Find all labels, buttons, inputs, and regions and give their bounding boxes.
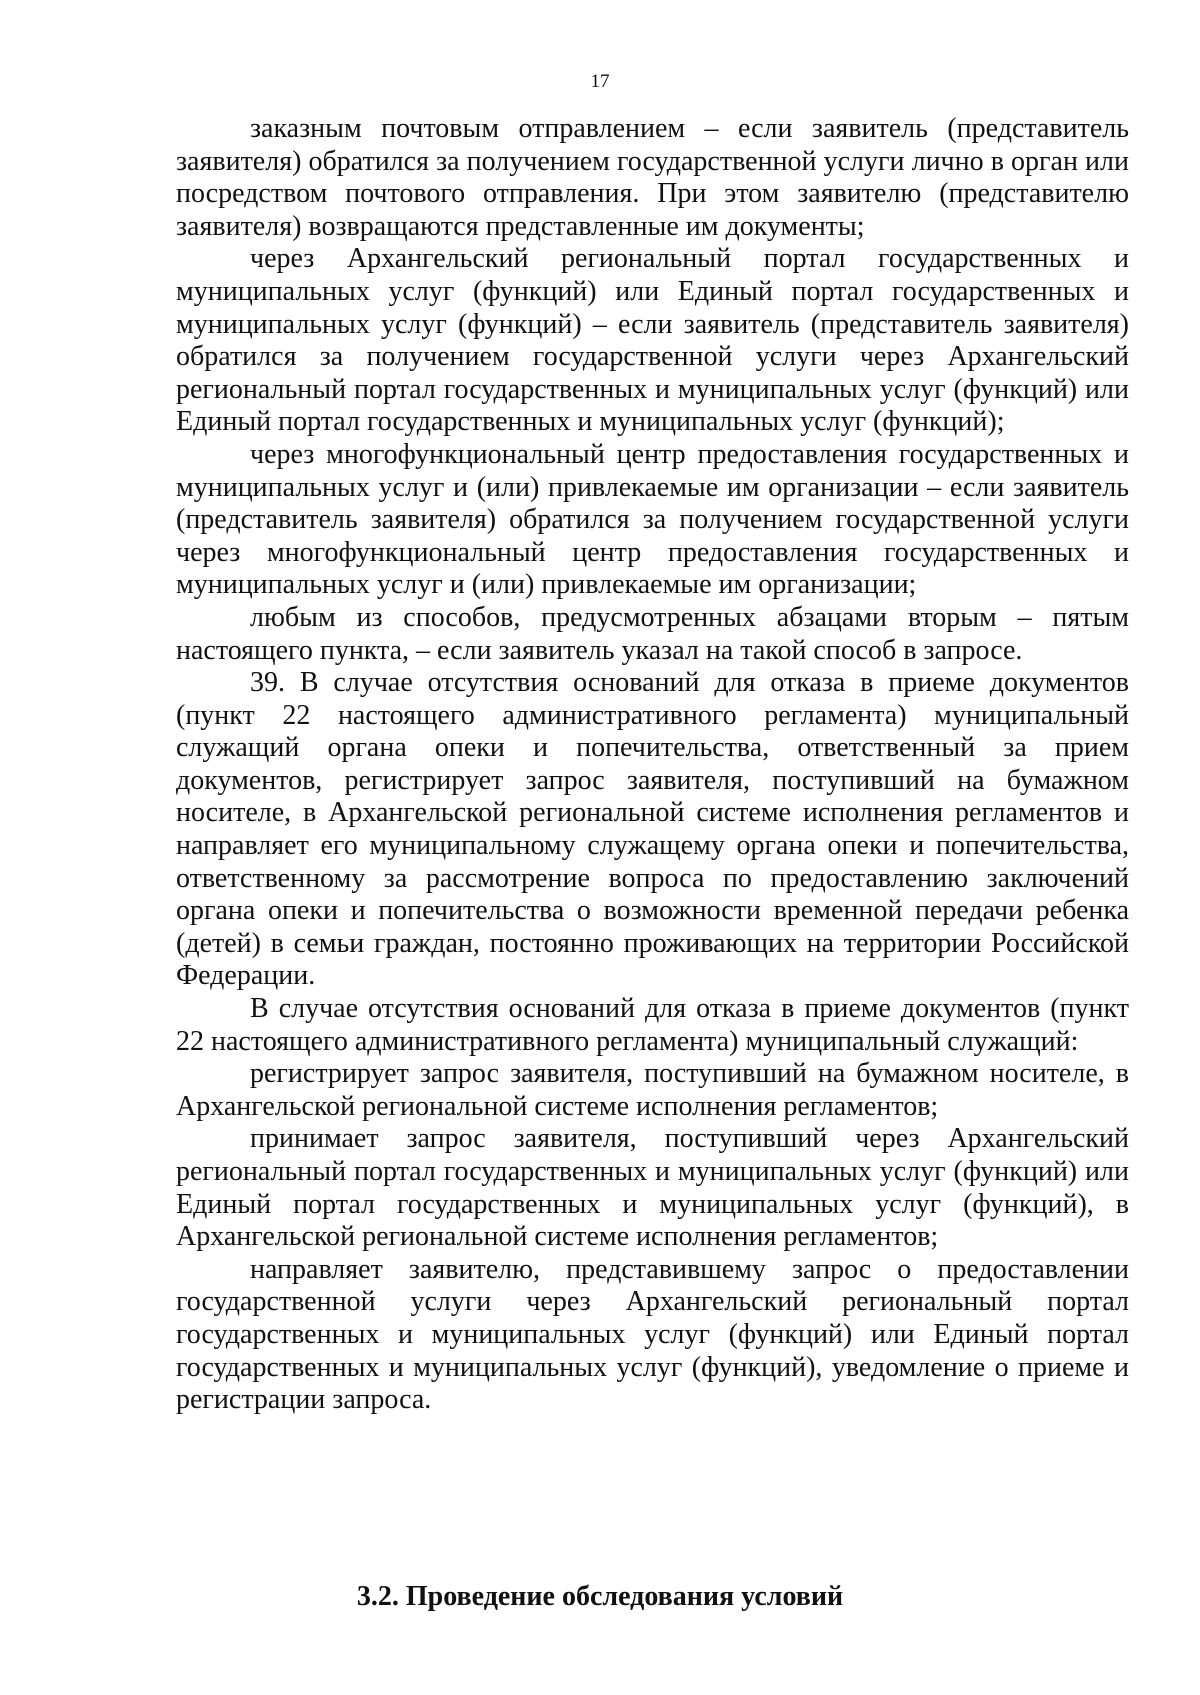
paragraph-any-method: любым из способов, предусмотренных абзацами вторым – пятым настоящего пункта, – если заявитель указал на такой способ в запросе.	[176, 601, 1129, 666]
paragraph-no-refusal-grounds: В случае отсутствия оснований для отказа в приеме документов (пункт 22 настоящего административного регламента) муниципальный служащий:	[176, 993, 1129, 1057]
paragraph-registers-request: регистрирует запрос заявителя, поступивший на бумажном носителе, в Архангельской региональной системе исполнения регламентов;	[176, 1058, 1129, 1122]
paragraph-portal-delivery: через Архангельский региональный портал государственных и муниципальных услуг (функций) или Единый портал государственных и муниципальных услуг (функций) – если заявитель (представитель заявителя) обратился за получением государственной услуги через Архангельский региональный портал государственных и муниципальных услуг (функций) или Единый портал государственных и муниципальных услуг (функций);	[176, 243, 1129, 438]
paragraph-registered-mail: заказным почтовым отправлением – если заявитель (представитель заявителя) обратился за получением государственной услуги лично в орган или посредством почтового отправления. При этом заявителю (представителю заявителя) возвращаются представленные им документы;	[176, 113, 1129, 242]
page-number: 17	[590, 71, 610, 92]
body-text	[176, 113, 1129, 1417]
section-heading: 3.2. Проведение обследования условий	[356, 1581, 844, 1612]
paragraph-mfc-delivery: через многофункциональный центр предоставления государственных и муниципальных услуг и (или) привлекаемые им организации – если заявитель (представитель заявителя) обратился за получением государственной услуги через многофункциональный центр предоставления государственных и муниципальных услуг и (или) привлекаемые им организации;	[176, 438, 1129, 601]
paragraph-item-39: 39. В случае отсутствия оснований для отказа в приеме документов (пункт 22 настоящего административного регламента) муниципальный служащий органа опеки и попечительства, ответственный за прием документов, регистрирует запрос заявителя, поступивший на бумажном носителе, в Архангельской региональной системе исполнения регламентов и направляет его муниципальному служащему органа опеки и попечительства, ответственному за рассмотрение вопроса по предоставлению заключений органа опеки и попечительства о возможности временной передачи ребенка (детей) в семьи граждан, постоянно проживающих на территории Российской Федерации.	[176, 667, 1129, 992]
paragraph-sends-notification: направляет заявителю, представившему запрос о предоставлении государственной услуги через Архангельский региональный портал государственных и муниципальных услуг (функций) или Единый портал государственных и муниципальных услуг (функций), уведомление о приеме и регистрации запроса.	[176, 1253, 1129, 1416]
paragraph-accepts-request: принимает запрос заявителя, поступивший через Архангельский региональный портал государственных и муниципальных услуг (функций) или Единый портал государственных и муниципальных услуг (функций), в Архангельской региональной системе исполнения регламентов;	[176, 1123, 1129, 1253]
